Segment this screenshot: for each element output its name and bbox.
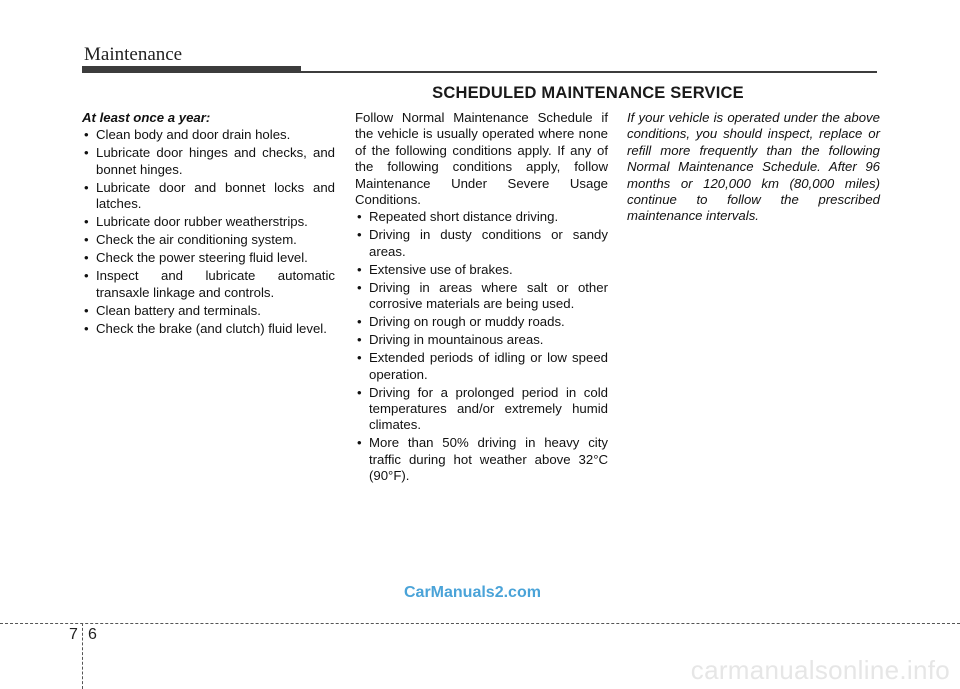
bullet-icon: •	[84, 302, 89, 318]
list-item: • Check the power steering fluid level.	[84, 250, 308, 266]
list-item: • Driving in areas where salt or other corrosive materials are being used.	[357, 279, 608, 312]
footer-divider	[82, 623, 83, 689]
bullet-icon: •	[84, 232, 89, 248]
list-item: • Lubricate door hinges and checks, and bonnet hinges.	[84, 145, 335, 177]
bullet-icon: •	[84, 320, 89, 336]
list-item: • Extensive use of brakes.	[357, 261, 513, 277]
severe-conditions-list	[355, 209, 608, 484]
bullet-icon: •	[84, 179, 89, 195]
annual-checks-heading: At least once a year:	[82, 110, 211, 125]
list-item: • More than 50% driving in heavy city traffic during hot weather above 32°C (90°F).	[357, 435, 608, 484]
list-item: • Repeated short distance driving.	[357, 209, 559, 225]
bullet-icon: •	[357, 314, 362, 330]
bullet-icon: •	[357, 209, 362, 225]
footer-rule	[0, 623, 960, 624]
list-item: • Clean body and door drain holes.	[84, 127, 291, 143]
watermark-link[interactable]: CarManuals2.com	[404, 584, 541, 601]
section-title: SCHEDULED MAINTENANCE SERVICE	[432, 84, 744, 102]
list-item: • Driving on rough or muddy roads.	[357, 314, 565, 330]
bullet-icon: •	[357, 261, 362, 277]
list-item: • Lubricate door rubber weatherstrips.	[84, 214, 308, 230]
header-rule-thin	[301, 71, 877, 73]
bullet-icon: •	[357, 384, 362, 400]
service-note-text: If your vehicle is operated under the above conditions, you should inspect, replace or refill more frequently than the following Normal Maintenance Schedule. After 96 months or 120,000 km (80,000 miles) continue to follow the prescribed maintenance intervals.	[627, 110, 880, 224]
page-header-title: Maintenance	[84, 44, 183, 65]
annual-checks-list	[82, 127, 335, 337]
page-chapter-number: 7	[69, 626, 78, 643]
column-severe-conditions	[355, 110, 608, 486]
footer-site-watermark: carmanualsonline.info	[690, 655, 950, 685]
bullet-icon: •	[357, 350, 362, 366]
list-item: • Extended periods of idling or low speed operation.	[357, 350, 608, 382]
column-annual-checks	[82, 110, 335, 339]
list-item: • Check the brake (and clutch) fluid level.	[84, 320, 327, 336]
list-item: • Lubricate door and bonnet locks and latches.	[84, 179, 335, 212]
bullet-icon: •	[357, 332, 362, 348]
list-item: • Clean battery and terminals.	[84, 302, 261, 318]
bullet-icon: •	[84, 145, 89, 161]
page-number: 6	[88, 626, 97, 643]
list-item: • Check the air conditioning system.	[84, 232, 297, 248]
list-item: • Driving in dusty conditions or sandy areas.	[357, 227, 608, 259]
severe-conditions-intro: Follow Normal Maintenance Schedule if the vehicle is usually operated where none of the following conditions apply. If any of the following conditions apply, follow Maintenance Under Severe Usage Conditions.	[355, 110, 608, 208]
bullet-icon: •	[357, 279, 362, 295]
bullet-icon: •	[84, 214, 89, 230]
bullet-icon: •	[84, 250, 89, 266]
list-item: • Driving for a prolonged period in cold temperatures and/or extremely humid climates.	[357, 384, 608, 433]
header-rule-thick	[82, 66, 301, 73]
list-item: • Driving in mountainous areas.	[357, 332, 544, 348]
bullet-icon: •	[357, 227, 362, 243]
column-service-note	[627, 110, 880, 225]
bullet-icon: •	[84, 127, 89, 143]
bullet-icon: •	[84, 268, 89, 284]
list-item: • Inspect and lubricate automatic transaxle linkage and controls.	[84, 268, 335, 300]
bullet-icon: •	[357, 435, 362, 451]
